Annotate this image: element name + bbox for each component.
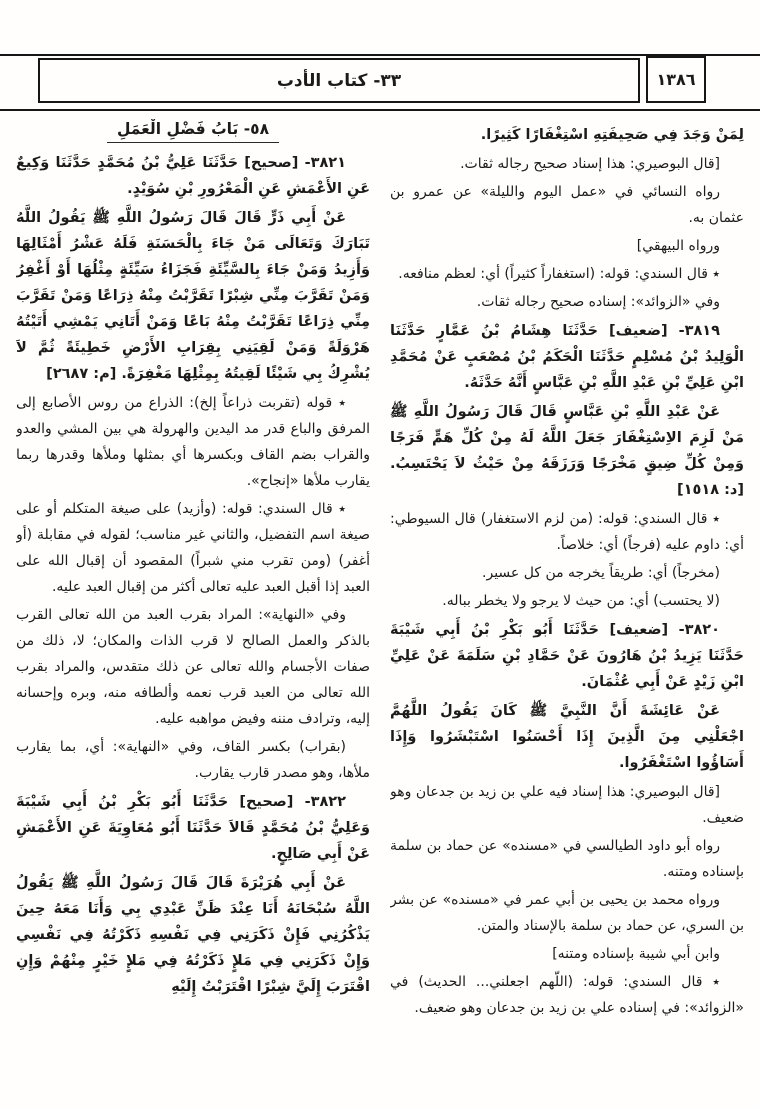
page-body [16,119,744,1059]
takhrij-note: ورواه البيهقي] [636,238,720,254]
sindi-commentary: ٭ قال السندي: قوله: (استغفاراً كثيراً) أي: لعظم منافعه. [398,266,720,282]
page-number: ١٣٨٦ [656,70,696,89]
left-column [16,119,370,1059]
busiri-note: [قال البوصيري: هذا إسناد صحيح رجاله ثقات. [460,156,720,172]
gloss-note: (لا يحتسب) أي: من حيث لا يرجو ولا يخطر بباله. [442,593,720,609]
section-heading: ٥٨- بَابُ فَضْلِ الْعَمَلِ [107,120,279,143]
sindi-commentary: ٭ قال السندي: قوله: (من لزم الاستغفار) قال السيوطي: أي: داوم عليه (فرجاً) أي: خلاصاً. [390,511,744,553]
takhrij-note: ورواه محمد بن يحيى بن أبي عمر في «مسنده» عن بشر بن السري، عن حماد بن سلمة بالإسناد والمتن. [390,892,744,934]
hadith-matn-3822: عَنْ أَبِي هُرَيْرَةَ قَالَ قَالَ رَسُولُ اللَّهِ ﷺ يَقُولُ اللَّهُ سُبْحَانَهُ أَنَا عِنْدَ ظَنِّ عَبْدِي بِي وَأَنَا مَعَهُ حِينَ يَذْكُرُنِي فَإِنْ ذَكَرَنِي فِي نَفْسِهِ ذَكَرْتُهُ فِي نَفْسِي وَإِنْ ذَكَرَنِي فِي مَلإٍ ذَكَرْتُهُ فِي مَلإٍ خَيْرٍ مِنْهُمْ وَإِنِ اقْتَرَبَ إِلَيَّ شِبْرًا اقْتَرَبْتُ إِلَيْهِ [16,875,370,995]
takhrij-note: رواه النسائي في «عمل اليوم والليلة» عن عمرو بن عثمان به. [390,184,744,226]
hadith-matn-3820: عَنْ عَائِشَةَ أَنَّ النَّبِيَّ ﷺ كَانَ يَقُولُ اللَّهُمَّ اجْعَلْنِي مِنَ الَّذِينَ إِذَا أَحْسَنُوا اسْتَبْشَرُوا وَإِذَا أَسَاؤُوا اسْتَغْفَرُوا. [390,703,744,771]
takhrij-note: رواه أبو داود الطيالسي في «مسنده» عن حماد بن سلمة بإسناده ومتنه. [390,838,744,880]
busiri-note: [قال البوصيري: هذا إسناد فيه علي بن زيد بن جدعان وهو ضعيف. [390,784,744,826]
sindi-commentary: ٭ قال السندي: قوله: (وأزيد) على صيغة المتكلم أو على صيغة اسم التفضيل، والثاني غير مناسب؛ لقوله في مقابلة (أو أغفر) (ومن تقرب مني شبراً) المقصود أن إقبال الله على العبد إذا أقبل العبد عليه تعالى أكثر من إقبال العبد عليه. [16,501,370,595]
hadith-isnad-3822: ٣٨٢٢- [صحيح] حَدَّثَنَا أَبُو بَكْرِ بْنُ أَبِي شَيْبَةَ وَعَلِيُّ بْنُ مُحَمَّدٍ قَالاَ حَدَّثَنَا أَبُو مُعَاوِيَةَ عَنِ الأَعْمَشِ عَنْ أَبِي صَالِحٍ. [16,794,370,862]
hadith-matn-3821: عَنْ أَبِي ذَرٍّ قَالَ قَالَ رَسُولُ اللَّهِ ﷺ يَقُولُ اللَّهُ تَبَارَكَ وَتَعَالَى مَنْ جَاءَ بِالْحَسَنَةِ فَلَهُ عَشْرُ أَمْثَالِهَا وَأَزِيدُ وَمَنْ جَاءَ بِالسَّيِّئَةِ فَجَزَاءُ سَيِّئَةٍ مِثْلُهَا أَوْ أَغْفِرُ وَمَنْ تَقَرَّبَ مِنِّي شِبْرًا تَقَرَّبْتُ مِنْهُ ذِرَاعًا وَمَنْ تَقَرَّبَ مِنِّي ذِرَاعًا تَقَرَّبْتُ مِنْهُ بَاعًا وَمَنْ أَتَانِي يَمْشِي أَتَيْتُهُ هَرْوَلَةً وَمَنْ لَقِيَنِي بِقِرَابِ الأَرْضِ خَطِيئَةً ثُمَّ لاَ يُشْرِكُ بِي شَيْئًا لَقِيتُهُ بِمِثْلِهَا مَغْفِرَةً. [م: ٢٦٨٧] [16,210,370,382]
hadith-isnad-3821: ٣٨٢١- [صحيح] حَدَّثَنَا عَلِيُّ بْنُ مُحَمَّدٍ حَدَّثَنَا وَكِيعٌ عَنِ الأَعْمَشِ عَنِ الْمَعْرُورِ بْنِ سُوَيْدٍ. [16,155,370,197]
gloss-note: (مخرجاً) أي: طريقاً يخرجه من كل عسير. [482,565,720,581]
gloss-note: (بقراب) بكسر القاف، وفي «النهاية»: أي، بما يقارب ملأها، وهو مصدر قارب يقارب. [16,739,370,781]
hadith-continuation-text: لِمَنْ وَجَدَ فِي صَحِيفَتِهِ اسْتِغْفَارًا كَثِيرًا. [480,127,744,143]
hadith-isnad-3819: ٣٨١٩- [ضعيف] حَدَّثَنَا هِشَامُ بْنُ عَمَّارٍ حَدَّثَنَا الْوَلِيدُ بْنُ مُسْلِمٍ حَدَّثَنَا الْحَكَمُ بْنُ مُصْعَبٍ عَنْ مُحَمَّدِ ابْنِ عَلِيِّ بْنِ عَبْدِ اللَّهِ بْنِ عَبَّاسٍ أَنَّهُ حَدَّثَهُ. [390,323,744,391]
zawaid-note: وفي «الزوائد»: إسناده صحيح رجاله ثقات. [476,294,720,310]
chapter-title: ٣٣- كتاب الأدب [276,70,402,91]
section-heading-row [16,119,370,143]
takhrij-note: وابن أبي شيبة بإسناده ومتنه] [552,946,720,962]
injah-commentary: ٭ قوله (تقربت ذراعاً إلخ): الذراع من روس الأصابع إلى المرفق والباع قدر مد اليدين والهرولة هي بين المشي والعدو والقراب بضم القاف وبكسرها أي بمثلها وملأها وقدرها ربما يقارب ملأها «إنجاح». [16,395,370,489]
nihaya-note: وفي «النهاية»: المراد بقرب العبد من الله تعالى القرب بالذكر والعمل الصالح لا قرب الذات والمكان؛ لا، ذلك من صفات الأجسام والله تعالى عن ذلك متقدس، والمراد بقرب الله تعالى من العبد قرب نعمه وألطافه منه، وبره وإحسانه إليه، وترادف مننه وفيض مواهبه عليه. [16,607,370,727]
right-column [390,119,744,1059]
page-number-box [646,56,706,103]
sindi-commentary: ٭ قال السندي: قوله: (اللّهم اجعلني... الحديث) في «الزوائد»: في إسناده علي بن زيد بن جدعان وهو ضعيف. [390,974,744,1016]
hadith-matn-3819: عَنْ عَبْدِ اللَّهِ بْنِ عَبَّاسٍ قَالَ قَالَ رَسُولُ اللَّهِ ﷺ مَنْ لَزِمَ الاِسْتِغْفَارَ جَعَلَ اللَّهُ لَهُ مِنْ كُلِّ هَمٍّ فَرَجًا وَمِنْ كُلِّ ضِيقٍ مَخْرَجًا وَرَزَقَهُ مِنْ حَيْثُ لاَ يَحْتَسِبُ. [د: ١٥١٨] [390,404,744,498]
header-bottom-rule [0,109,760,111]
chapter-title-box [38,58,640,103]
hadith-isnad-3820: ٣٨٢٠- [ضعيف] حَدَّثَنَا أَبُو بَكْرِ بْنُ أَبِي شَيْبَةَ حَدَّثَنَا يَزِيدُ بْنُ هَارُونَ عَنْ حَمَّادِ بْنِ سَلَمَةَ عَنْ عَلِيِّ ابْنِ زَيْدٍ عَنْ أَبِي عُثْمَانَ. [390,622,744,690]
